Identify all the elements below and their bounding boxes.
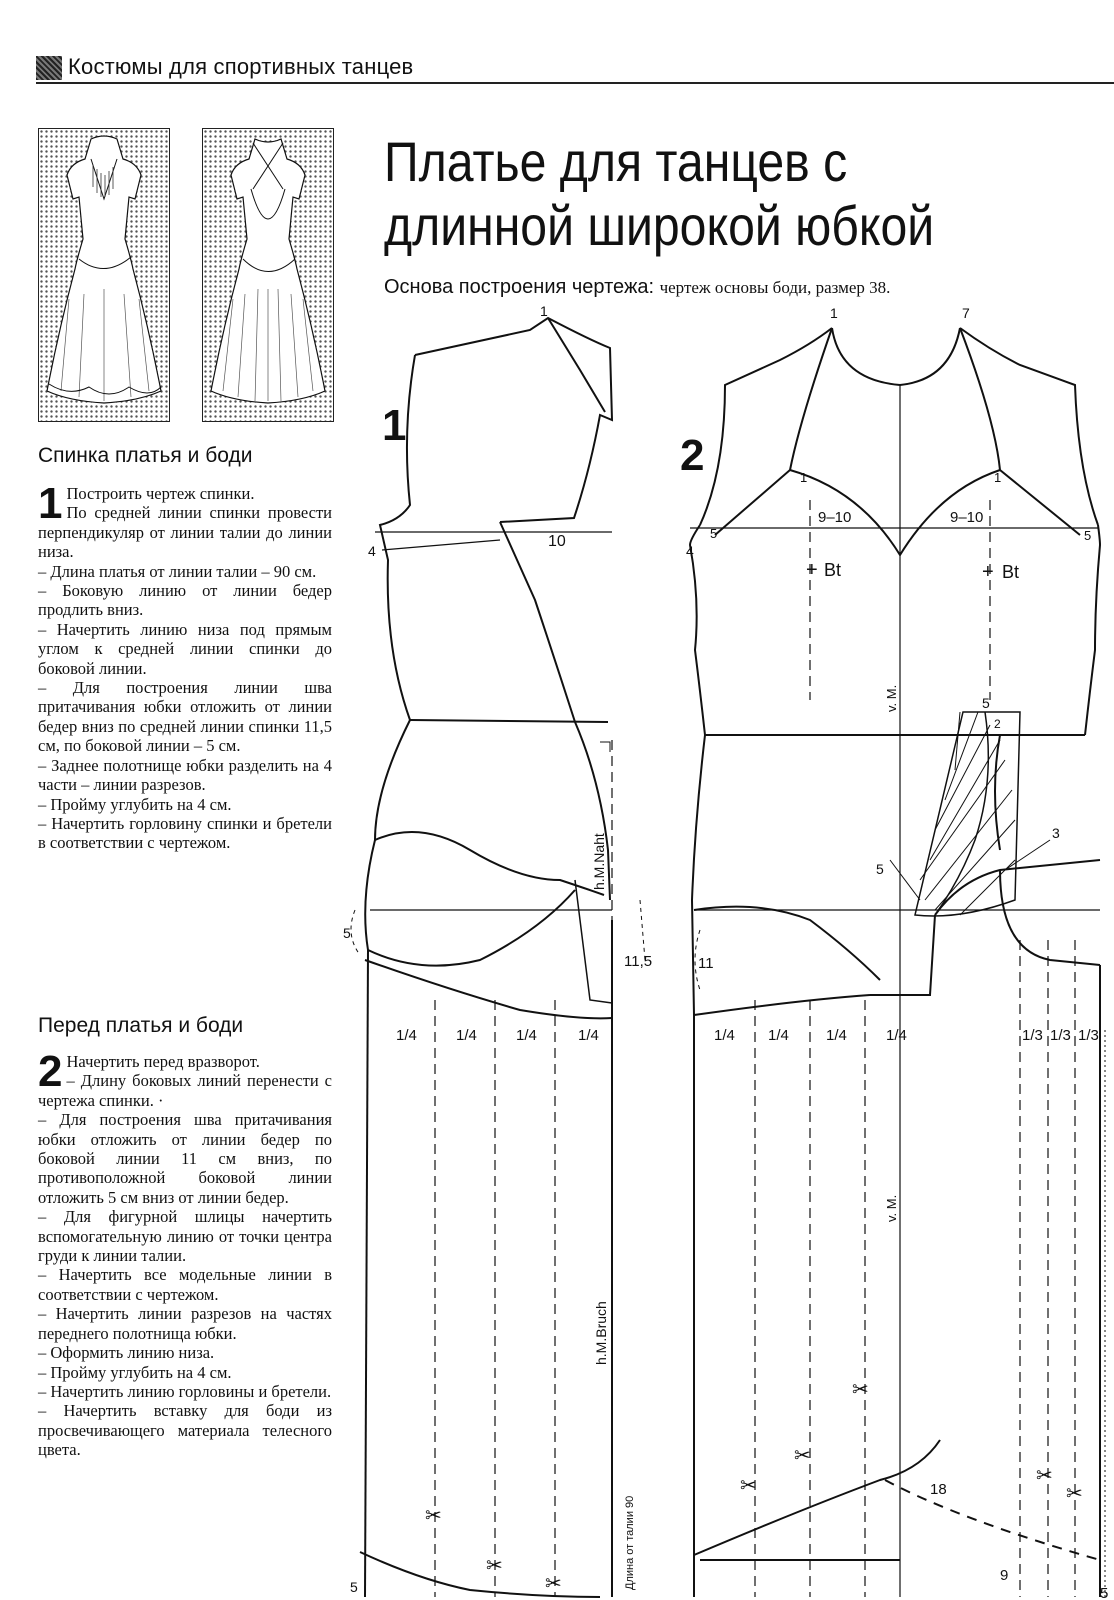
instruction-line: – Боковую линию от линии бедер продлить вниз.	[38, 581, 332, 620]
pattern1-number: 1	[382, 401, 407, 450]
label: 5	[982, 695, 990, 711]
article-subtitle	[384, 276, 890, 299]
label: 5	[350, 1579, 358, 1595]
scissors-icon: ✂	[545, 1573, 562, 1595]
quarter-label: 1/4	[826, 1027, 847, 1044]
scissors-icon: ✂	[486, 1555, 503, 1577]
section2-instructions	[38, 1047, 332, 1460]
quarter-label: 1/4	[578, 1027, 599, 1044]
instruction-line: Начертить перед вразворот.	[66, 1052, 260, 1071]
label: 11,5	[624, 953, 653, 970]
scissors-icon: ✂	[794, 1445, 811, 1467]
front-pattern-outline	[690, 328, 1100, 1597]
instruction-line: – Начертить горловину спинки и бретели в соответствии с чертежом.	[38, 813, 332, 853]
label: 4	[686, 543, 694, 559]
scissors-icons	[740, 1379, 1083, 1505]
label: 5	[343, 925, 351, 941]
scissors-icons	[425, 1505, 562, 1595]
instruction-line: – Начертить линию горловины и бретели.	[38, 1381, 332, 1401]
label: v. M.	[884, 1194, 899, 1222]
label: 4	[368, 543, 376, 559]
label: 9–10	[818, 509, 852, 526]
bust-point-icon: +	[806, 559, 818, 581]
back-pattern-outline	[360, 318, 612, 1597]
section1-heading: Спинка платья и боди	[38, 444, 253, 467]
label: 11	[698, 955, 714, 972]
label: 9	[1000, 1567, 1009, 1584]
label: 1	[800, 470, 808, 485]
label: 5	[1100, 1585, 1109, 1600]
instruction-line: – Для построения линии шва притачивания юбки отложить от линии бедер вниз по средней линии спинки 11,5 см, по боковой линии – 5 см.	[38, 678, 332, 756]
section-header: Костюмы для спортивных танцев	[68, 54, 414, 79]
label: 1	[830, 305, 838, 321]
instruction-line: – Для построения шва притачивания юбки отложить от линии бедер по боковой линии 11 см вниз, по противоположной боковой линии отложить 5 см вниз от линии бедер.	[38, 1110, 332, 1207]
section2-heading: Перед платья и боди	[38, 1014, 244, 1037]
header-marker	[36, 56, 62, 80]
hatched-insert	[915, 712, 1020, 916]
scissors-icon: ✂	[852, 1379, 869, 1401]
instruction-line: – Начертить линии разрезов на частях переднего полотнища юбки.	[38, 1304, 332, 1343]
label: 5	[1084, 528, 1092, 543]
instruction-line: – Оформить линию низа.	[38, 1343, 215, 1363]
article-title-line1: Платье для танцев с	[384, 130, 848, 193]
section1-instructions	[38, 479, 332, 853]
instruction-line: – Заднее полотнище юбки разделить на 4 части – линии разрезов.	[38, 755, 332, 795]
label: 5	[876, 861, 884, 877]
dress-back-illustration	[202, 128, 334, 422]
scissors-icon: ✂	[740, 1475, 757, 1497]
instruction-line: – Начертить все модельные линии в соответствии с чертежом.	[38, 1265, 332, 1304]
dress-front-illustration	[38, 128, 170, 422]
label: h.M.Naht	[591, 833, 607, 890]
label: Bt	[824, 560, 842, 580]
label: Bt	[1002, 562, 1020, 582]
label: v. M.	[884, 684, 899, 712]
section1-number: 1	[38, 479, 63, 528]
label: 2	[994, 717, 1001, 731]
instruction-line: – Пройму углубить на 4 см.	[38, 1362, 232, 1382]
instruction-line: Построить чертеж спинки.	[66, 484, 255, 503]
label: 1	[994, 470, 1002, 485]
label: 18	[930, 1481, 947, 1498]
instruction-line: По средней линии спинки провести перпендикуляр от линии талии до линии низа.	[38, 503, 332, 562]
quarter-label: 1/4	[714, 1027, 735, 1044]
scissors-icon: ✂	[1066, 1483, 1083, 1505]
quarter-label: 1/4	[396, 1027, 417, 1044]
quarter-label: 1/4	[516, 1027, 537, 1044]
quarter-label: 1/4	[456, 1027, 477, 1044]
instruction-line: – Начертить линию низа под прямым углом к средней линии спинки до боковой линии.	[38, 619, 332, 678]
instruction-line: – Длина платья от линии талии – 90 см.	[38, 561, 317, 581]
quarter-label: 1/4	[768, 1027, 789, 1044]
quarter-label: 1/4	[886, 1027, 907, 1044]
label: 9–10	[950, 509, 984, 526]
third-label: 1/3	[1050, 1027, 1071, 1044]
article-title-line2: длинной широкой юбкой	[384, 194, 935, 257]
section2-number: 2	[38, 1047, 63, 1096]
instruction-line: – Пройму углубить на 4 см.	[38, 794, 232, 814]
bust-point-icon: +	[982, 561, 994, 583]
instruction-line: – Для фигурной шлицы начертить вспомогательную линию от точки центра груди к линии талии.	[38, 1207, 332, 1266]
label: 5	[710, 526, 718, 541]
length-note: Длина от талии 90	[624, 1495, 636, 1590]
instruction-line: – Длину боковых линий перенести с чертежа спинки. ·	[38, 1071, 332, 1110]
label: 3	[1052, 825, 1060, 841]
label: 1	[540, 303, 548, 319]
third-label: 1/3	[1078, 1027, 1099, 1044]
subtitle-note: чертеж основы боди, размер 38.	[659, 278, 891, 297]
label: h.M.Bruch	[593, 1301, 609, 1365]
header-rule	[36, 82, 1114, 84]
scissors-icon: ✂	[425, 1505, 442, 1527]
scissors-icon: ✂	[1036, 1465, 1053, 1487]
label: 7	[962, 305, 970, 321]
subtitle-label: Основа построения чертежа:	[384, 276, 655, 298]
pattern2-number: 2	[680, 431, 705, 480]
label: 10	[548, 533, 566, 550]
instruction-line: – Начертить вставку для боди из просвечивающего материала телесного цвета.	[38, 1401, 332, 1460]
pattern-drawing	[340, 300, 1114, 1600]
third-label: 1/3	[1022, 1027, 1043, 1044]
